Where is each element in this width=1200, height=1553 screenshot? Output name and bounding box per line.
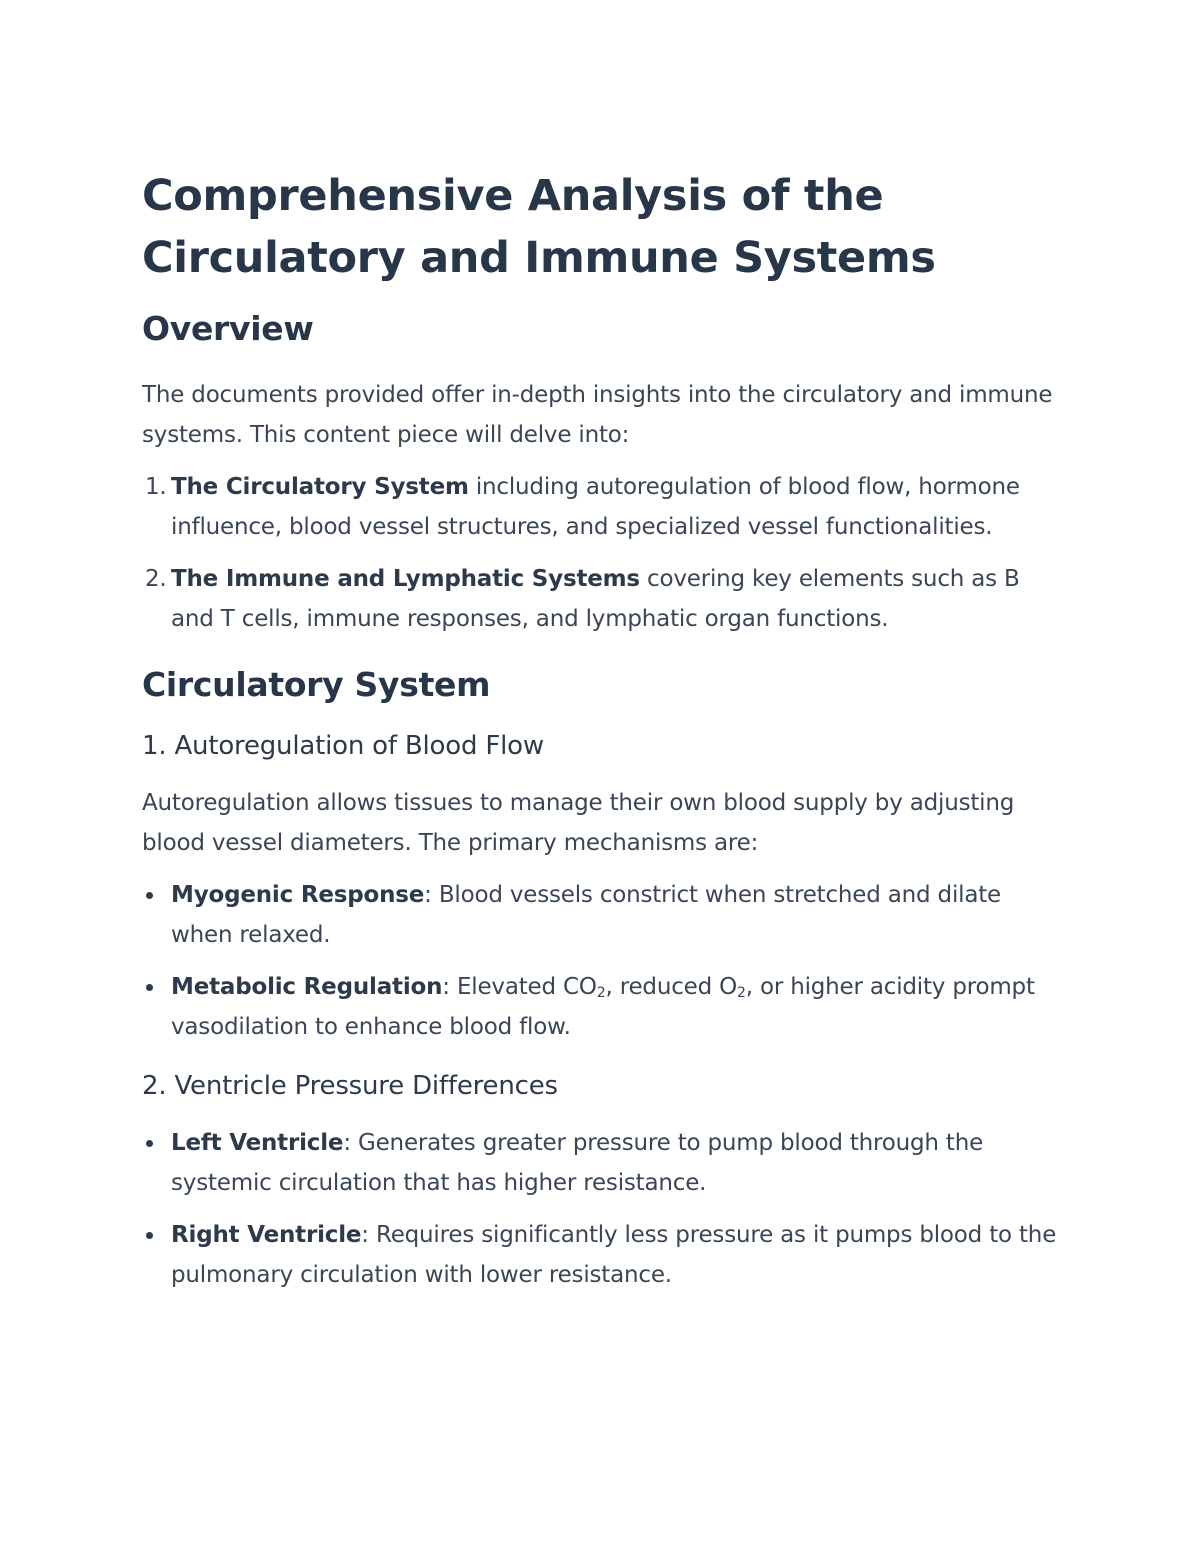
bullet-dot (146, 984, 153, 991)
document-content (142, 165, 1062, 1295)
bullet-item-title: Right Ventricle (171, 1222, 362, 1248)
overview-list (142, 467, 1062, 639)
bullet-item (142, 1123, 1062, 1203)
subscript: 2 (737, 985, 746, 1001)
bullet-item-text-c: , or higher acidity prompt vasodilation to enhance blood flow. (171, 974, 1035, 1040)
subscript: 2 (596, 985, 606, 1001)
title-line-1: Comprehensive Analysis of the (142, 171, 884, 221)
bullet-item-text-b: , reduced O (605, 974, 738, 1000)
autoregulation-list (142, 875, 1062, 1047)
list-item-text: including autoregulation of blood flow, hormone influence, blood vessel structures, and specialized vessel functionalities. (171, 474, 1020, 540)
overview-list-item (142, 467, 1062, 547)
bullet-item (142, 967, 1062, 1047)
bullet-item (142, 875, 1062, 955)
autoregulation-intro: Autoregulation allows tissues to manage their own blood supply by adjusting blood vessel diameters. The primary mechanisms are: (142, 790, 1015, 856)
bullet-item-title: Left Ventricle (171, 1130, 344, 1156)
list-item-text: covering key elements such as B and T cells, immune responses, and lymphatic organ functions. (171, 566, 1020, 632)
ventricle-list (142, 1123, 1062, 1295)
ventricle-heading: 2. Ventricle Pressure Differences (142, 1071, 558, 1101)
circulatory-heading: Circulatory System (142, 665, 491, 704)
overview-list-item (142, 559, 1062, 639)
title-line-2: Circulatory and Immune Systems (142, 233, 936, 283)
bullet-dot (146, 892, 153, 899)
overview-heading: Overview (142, 309, 314, 348)
list-item-title: The Immune and Lymphatic Systems (171, 566, 640, 592)
list-item-title: The Circulatory System (171, 474, 469, 500)
bullet-item-text: : Generates greater pressure to pump blood through the systemic circulation that has higher resistance. (171, 1130, 984, 1196)
bullet-dot (146, 1232, 153, 1239)
bullet-item (142, 1215, 1062, 1295)
document-title (142, 165, 1062, 289)
bullet-item-title: Metabolic Regulation (171, 974, 443, 1000)
overview-intro: The documents provided offer in-depth insights into the circulatory and immune systems. This content piece will delve into: (142, 382, 1053, 448)
autoregulation-heading: 1. Autoregulation of Blood Flow (142, 731, 544, 761)
list-number: 2. (145, 566, 167, 592)
bullet-item-text: : Blood vessels constrict when stretched and dilate when relaxed. (171, 882, 1001, 948)
bullet-item-text-a: : Elevated CO (442, 974, 597, 1000)
bullet-item-text: : Requires significantly less pressure as it pumps blood to the pulmonary circulation with lower resistance. (171, 1222, 1057, 1288)
bullet-dot (146, 1140, 153, 1147)
list-number: 1. (145, 474, 167, 500)
bullet-item-title: Myogenic Response (171, 882, 425, 908)
